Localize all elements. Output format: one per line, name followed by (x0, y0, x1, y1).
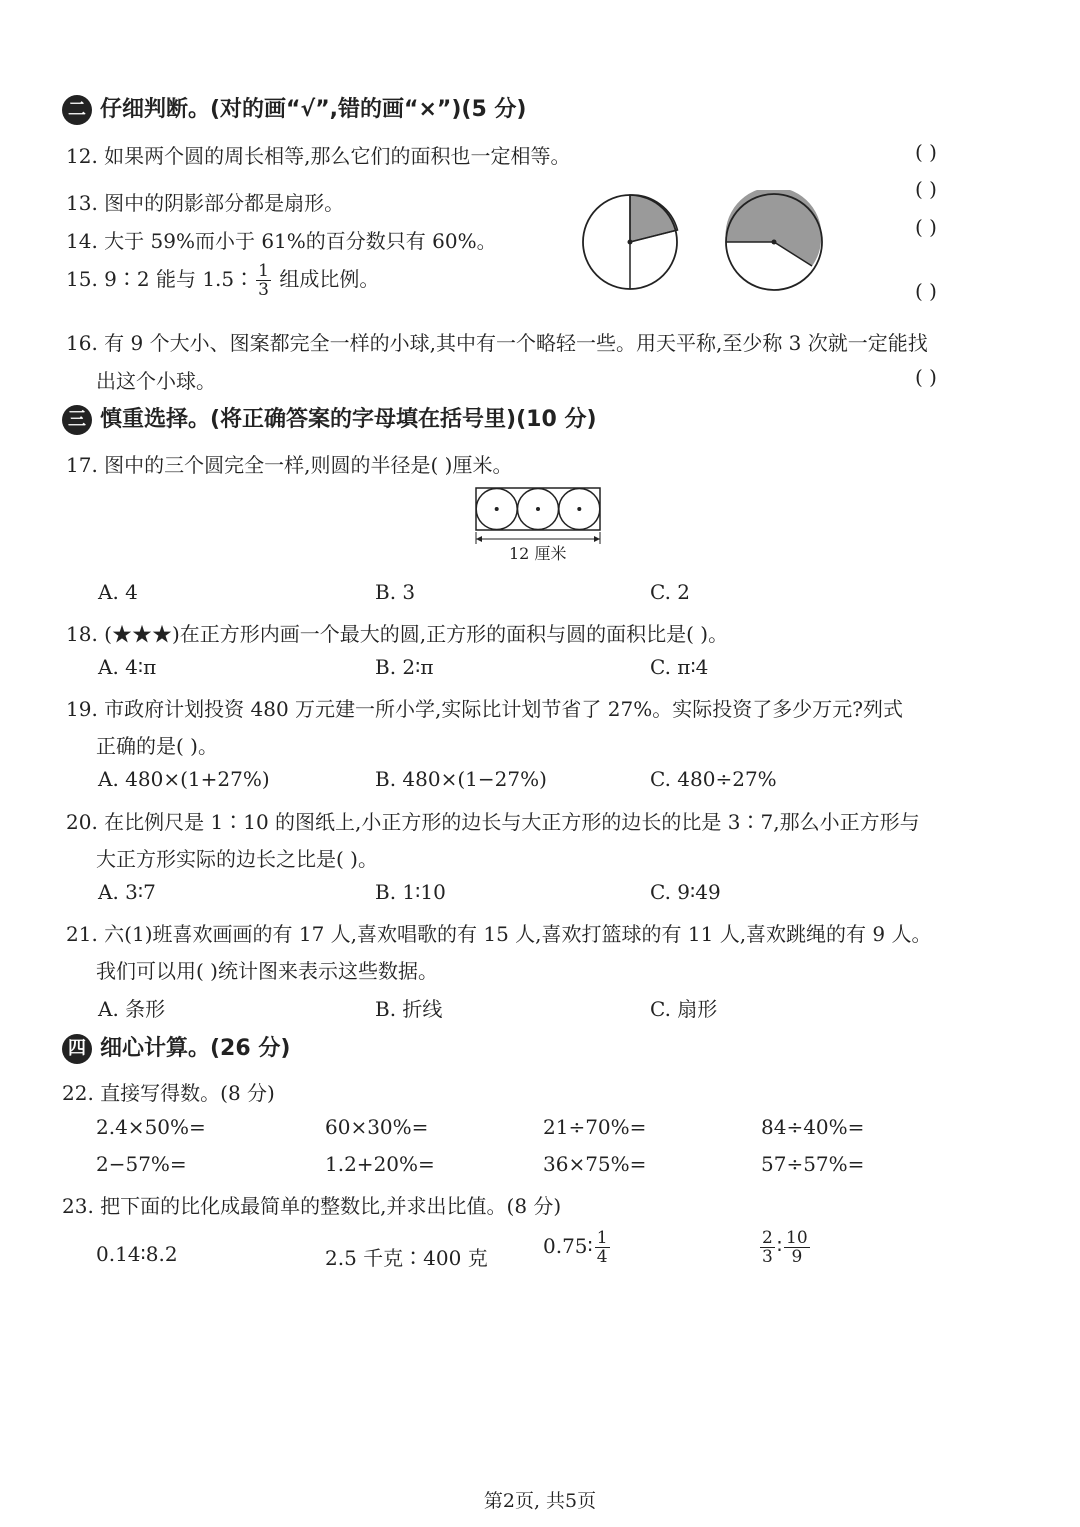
option-17-a[interactable]: A. 4 (98, 580, 138, 604)
ratio-c-prefix: 0.75∶ (543, 1234, 593, 1258)
section-2-heading (62, 92, 527, 125)
question-15-text-a: 15. 9∶2 能与 1.5∶ (66, 267, 255, 291)
question-16-line-1: 16. 有 9 个大小、图案都完全一样的小球,其中有一个略轻一些。用天平称,至少称 3 次就一定能找 (66, 331, 928, 355)
circle-center-dot (628, 240, 633, 245)
question-18: 18. (★★★)在正方形内画一个最大的圆,正方形的面积与圆的面积比是( )。 (66, 622, 729, 646)
option-17-c[interactable]: C. 2 (650, 580, 691, 604)
option-18-a[interactable]: A. 4∶π (98, 655, 157, 679)
answer-blank-13[interactable]: ( ) (915, 177, 937, 201)
calc-item: 60×30%= (325, 1115, 429, 1139)
ratio-item-a: 0.14∶8.2 (96, 1242, 178, 1266)
section-3-badge: 三 (62, 405, 92, 435)
question-21-line-2: 我们可以用( )统计图来表示这些数据。 (96, 959, 438, 983)
fraction-denominator: 3 (258, 280, 269, 300)
circle-figure-1 (583, 195, 678, 289)
fraction-numerator: 10 (786, 1228, 808, 1248)
question-21-line-1: 21. 六(1)班喜欢画画的有 17 人,喜欢唱歌的有 15 人,喜欢打篮球的有 11 人,喜欢跳绳的有 9 人。 (66, 922, 932, 946)
calc-item: 84÷40%= (761, 1115, 865, 1139)
question-16-line-2: 出这个小球。 (96, 369, 216, 393)
question-14: 14. 大于 59%而小于 61%的百分数只有 60%。 (66, 229, 497, 253)
fraction-denominator: 3 (762, 1247, 773, 1267)
question-19-line-1: 19. 市政府计划投资 480 万元建一所小学,实际比计划节省了 27%。实际投资了多少万元?列式 (66, 697, 903, 721)
dimension-label: 12 厘米 (506, 541, 569, 564)
question-17: 17. 图中的三个圆完全一样,则圆的半径是( )厘米。 (66, 453, 513, 477)
answer-blank-12[interactable]: ( ) (915, 140, 937, 164)
fraction-numerator: 1 (596, 1228, 608, 1248)
ratio-item-c (543, 1229, 612, 1266)
fraction-one-quarter (595, 1229, 610, 1266)
fraction-denominator: 9 (791, 1247, 803, 1267)
answer-blank-16[interactable]: ( ) (915, 365, 937, 389)
option-20-a[interactable]: A. 3∶7 (98, 880, 156, 904)
fraction-denominator: 4 (596, 1247, 608, 1267)
question-19-line-2: 正确的是( )。 (96, 734, 218, 758)
option-18-c[interactable]: C. π∶4 (650, 655, 709, 679)
option-21-a[interactable]: A. 条形 (98, 997, 166, 1021)
answer-blank-15[interactable]: ( ) (915, 279, 937, 303)
option-21-c[interactable]: C. 扇形 (650, 997, 718, 1021)
option-21-b[interactable]: B. 折线 (375, 997, 443, 1021)
section-3-heading (62, 402, 597, 435)
question-13: 13. 图中的阴影部分都是扇形。 (66, 191, 345, 215)
calc-item: 36×75%= (543, 1152, 647, 1176)
section-4-badge: 四 (62, 1034, 92, 1064)
calc-item: 2−57%= (96, 1152, 187, 1176)
question-15 (66, 262, 379, 299)
option-20-b[interactable]: B. 1∶10 (375, 880, 446, 904)
ratio-separator: ∶ (776, 1234, 783, 1258)
option-17-b[interactable]: B. 3 (375, 580, 416, 604)
section-4-title: 细心计算。(26 分) (100, 1036, 291, 1061)
circle-figure-2 (726, 190, 823, 290)
circle-center-dot (772, 240, 777, 245)
question-20-line-2: 大正方形实际的边长之比是( )。 (96, 847, 378, 871)
option-19-b[interactable]: B. 480×(1−27%) (375, 767, 547, 791)
calc-item: 1.2+20%= (325, 1152, 435, 1176)
page-footer: 第2页, 共5页 (483, 1490, 597, 1512)
fraction-two-thirds (760, 1229, 775, 1266)
question-15-text-b: 组成比例。 (279, 267, 380, 291)
answer-blank-14[interactable]: ( ) (915, 215, 937, 239)
section-2-title: 仔细判断。(对的画“√”,错的画“×”)(5 分) (100, 97, 527, 122)
fraction-ten-ninths (784, 1229, 810, 1266)
fraction-numerator: 2 (762, 1228, 773, 1248)
calc-item: 2.4×50%= (96, 1115, 206, 1139)
fraction-numerator: 1 (258, 261, 269, 281)
calc-item: 21÷70%= (543, 1115, 647, 1139)
question-23: 23. 把下面的比化成最简单的整数比,并求出比值。(8 分) (62, 1194, 562, 1218)
shaded-sector-2 (726, 190, 822, 266)
fraction-one-third (256, 262, 271, 299)
calc-item: 57÷57%= (761, 1152, 865, 1176)
ratio-item-b: 2.5 千克∶400 克 (325, 1246, 488, 1270)
section-2-badge: 二 (62, 95, 92, 125)
ratio-item-d (758, 1229, 812, 1266)
question-20-line-1: 20. 在比例尺是 1∶10 的图纸上,小正方形的边长与大正方形的边长的比是 3∶7,那么小正方形与 (66, 810, 920, 834)
option-18-b[interactable]: B. 2∶π (375, 655, 434, 679)
section-3-title: 慎重选择。(将正确答案的字母填在括号里)(10 分) (100, 407, 597, 432)
question-22: 22. 直接写得数。(8 分) (62, 1081, 275, 1105)
option-20-c[interactable]: C. 9∶49 (650, 880, 721, 904)
option-19-c[interactable]: C. 480÷27% (650, 767, 777, 791)
option-19-a[interactable]: A. 480×(1+27%) (98, 767, 270, 791)
question-12: 12. 如果两个圆的周长相等,那么它们的面积也一定相等。 (66, 144, 571, 168)
sector-figures (578, 190, 828, 295)
section-4-heading (62, 1031, 290, 1064)
